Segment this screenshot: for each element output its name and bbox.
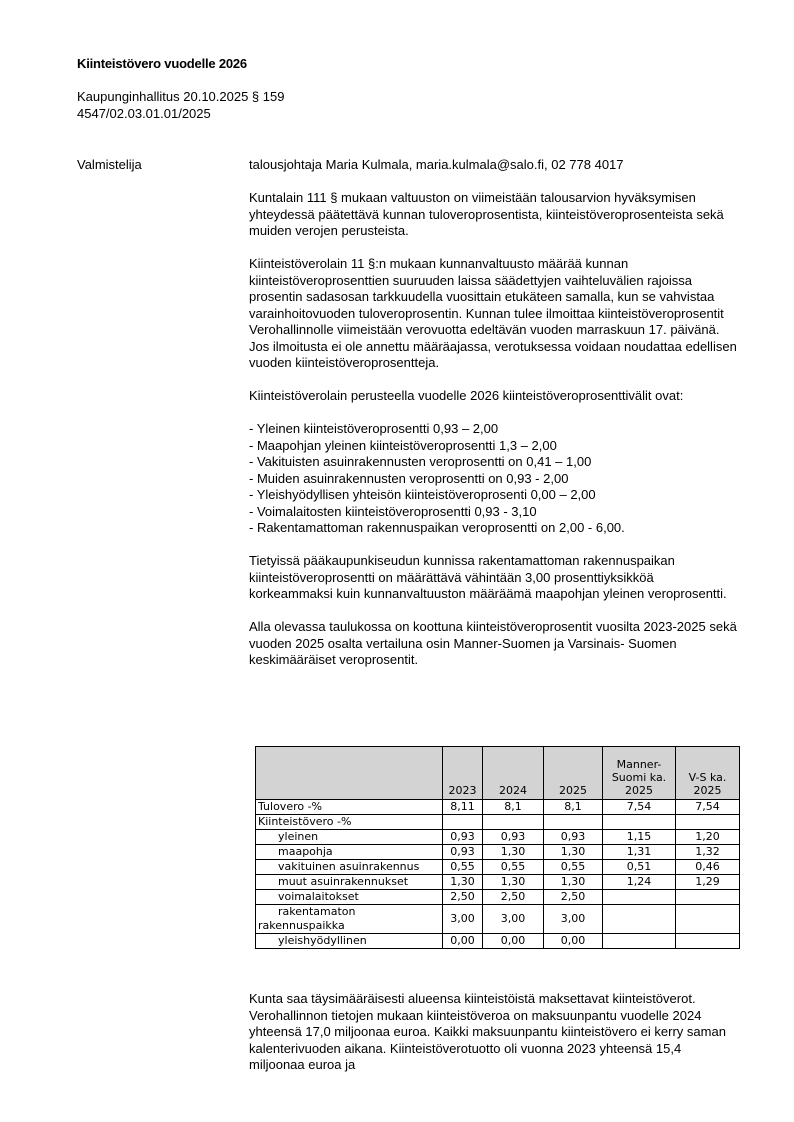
value-cell: 2,50 [443, 890, 483, 905]
list-item: - Yleinen kiinteistöveroprosentti 0,93 – 2,00 [249, 421, 499, 436]
value-cell: 0,55 [483, 860, 544, 875]
value-cell: 1,30 [544, 875, 603, 890]
list-item: - Yleishyödyllisen yhteisön kiinteistöveroprosenti 0,00 – 2,00 [249, 487, 596, 502]
value-cell: 0,46 [676, 860, 740, 875]
table-row [256, 845, 740, 860]
row-label: rakentamaton rakennuspaikka [256, 905, 443, 934]
value-cell: 1,20 [676, 830, 740, 845]
value-cell: 0,55 [443, 860, 483, 875]
value-cell: 1,29 [676, 875, 740, 890]
row-label: Kiinteistövero -% [256, 815, 443, 830]
list-item: - Voimalaitosten kiinteistöveroprosentti 0,93 - 3,10 [249, 503, 537, 519]
paragraph: Kiinteistöverolain 11 §:n mukaan kunnanvaltuusto määrää kunnan kiinteistöveroprosenttien suuruuden laissa säädettyjen vaihteluvälien rajoissa prosentin sadasosan tarkkuudella vuosittain etukäteen samalla, kun se vahvistaa varainhoitovuoden tuloveroprosentin. Kunnan tulee ilmoittaa kiinteistöveroprosentit Verohallinnolle viimeistään verovuotta edeltävän vuoden marraskuun 17. päivänä. Jos ilmoitusta ei ole annettu määräajassa, verotuksessa voidaan noudattaa edellisen vuoden kiinteistöveroprosentteja. [249, 256, 737, 370]
value-cell: 1,24 [603, 875, 676, 890]
table-row [256, 830, 740, 845]
value-cell: 0,93 [544, 830, 603, 845]
header-cell: V-S ka. 2025 [676, 747, 740, 800]
meeting-line: Kaupunginhallitus 20.10.2025 § 159 [77, 89, 285, 104]
paragraph: Tietyissä pääkaupunkiseudun kunnissa rakentamattoman rakennuspaikan kiinteistöveroprosentti on määrättävä vähintään 3,00 prosenttiyksikköä korkeammaksi kuin kunnanvaltuuston määräämä maapohjan yleinen veroprosentti. [249, 553, 727, 601]
table-row [256, 875, 740, 890]
record-id: 4547/02.03.01.01/2025 [77, 105, 211, 121]
value-cell: 3,00 [443, 905, 483, 934]
row-label: muut asuinrakennukset [256, 875, 443, 890]
table-row [256, 934, 740, 949]
table-row [256, 890, 740, 905]
bottom-text [249, 991, 739, 1074]
tax-range-list [249, 421, 739, 537]
value-cell [603, 905, 676, 934]
row-label: maapohja [256, 845, 443, 860]
value-cell: 1,30 [443, 875, 483, 890]
value-cell [676, 934, 740, 949]
value-cell: 0,51 [603, 860, 676, 875]
value-cell: 0,93 [443, 830, 483, 845]
value-cell: 1,30 [483, 875, 544, 890]
header-cell: 2024 [483, 747, 544, 800]
value-cell [443, 815, 483, 830]
value-cell: 0,55 [544, 860, 603, 875]
value-cell [603, 890, 676, 905]
header-cell: 2023 [443, 747, 483, 800]
value-cell: 3,00 [544, 905, 603, 934]
paragraph: Alla olevassa taulukossa on koottuna kiinteistöveroprosentit vuosilta 2023-2025 sekä vuoden 2025 osalta vertailuna osin Manner-Suomen ja Varsinais- Suomen keskimääräiset veroprosentit. [249, 619, 737, 667]
paragraph: Kuntalain 111 § mukaan valtuuston on viimeistään talousarvion hyväksymisen yhteydessä päätettävä kunnan tuloveroprosentista, kiinteistöveroprosenteista sekä muiden verojen perusteista. [249, 190, 724, 238]
value-cell [603, 934, 676, 949]
preparer-info: talousjohtaja Maria Kulmala, maria.kulmala@salo.fi, 02 778 4017 [249, 157, 624, 172]
value-cell: 8,1 [483, 800, 544, 815]
row-label: voimalaitokset [256, 890, 443, 905]
list-item: - Rakentamattoman rakennuspaikan veroprosentti on 2,00 - 6,00. [249, 520, 625, 535]
value-cell: 0,00 [483, 934, 544, 949]
row-label: yleishyödyllinen [256, 934, 443, 949]
table-row [256, 815, 740, 830]
value-cell: 2,50 [483, 890, 544, 905]
value-cell: 1,30 [544, 845, 603, 860]
row-label: vakituinen asuinrakennus [256, 860, 443, 875]
value-cell [544, 815, 603, 830]
value-cell: 8,11 [443, 800, 483, 815]
value-cell [603, 815, 676, 830]
value-cell: 1,32 [676, 845, 740, 860]
table-header-row [256, 747, 740, 800]
preparer-label: Valmistelija [77, 157, 142, 172]
list-item: - Vakituisten asuinrakennusten veroprosentti on 0,41 – 1,00 [249, 454, 592, 469]
value-cell: 1,31 [603, 845, 676, 860]
row-label: Tulovero -% [256, 800, 443, 815]
value-cell: 7,54 [603, 800, 676, 815]
body-text [249, 157, 739, 685]
value-cell: 1,30 [483, 845, 544, 860]
table-row [256, 860, 740, 875]
row-label: yleinen [256, 830, 443, 845]
value-cell: 7,54 [676, 800, 740, 815]
header-cell: 2025 [544, 747, 603, 800]
value-cell: 1,15 [603, 830, 676, 845]
value-cell [676, 890, 740, 905]
paragraph: Kunta saa täysimääräisesti alueensa kiinteistöistä maksettavat kiinteistöverot. Verohallinnon tietojen mukaan kiinteistöveroa on maksuunpantu vuodelle 2024 yhteensä 17,0 miljoonaa euroa. Kaikki maksuunpantu kiinteistövero ei kerry saman kalenterivuoden aikana. Kiinteistöverotuotto oli vuonna 2023 yhteensä 15,4 miljoonaa euroa ja [249, 991, 726, 1072]
table-body [256, 800, 740, 949]
table-row [256, 905, 740, 934]
value-cell: 8,1 [544, 800, 603, 815]
value-cell: 3,00 [483, 905, 544, 934]
list-item: - Maapohjan yleinen kiinteistöveroprosentti 1,3 – 2,00 [249, 437, 557, 453]
document-title: Kiinteistövero vuodelle 2026 [77, 56, 247, 71]
value-cell: 0,00 [443, 934, 483, 949]
tax-rate-table [255, 746, 740, 949]
value-cell: 2,50 [544, 890, 603, 905]
table-row [256, 800, 740, 815]
list-item: - Muiden asuinrakennusten veroprosentti on 0,93 - 2,00 [249, 470, 569, 486]
paragraph: Kiinteistöverolain perusteella vuodelle 2026 kiinteistöveroprosenttivälit ovat: [249, 388, 684, 403]
value-cell [676, 815, 740, 830]
value-cell: 0,93 [443, 845, 483, 860]
value-cell: 0,00 [544, 934, 603, 949]
value-cell [676, 905, 740, 934]
header-cell [256, 747, 443, 800]
value-cell [483, 815, 544, 830]
value-cell: 0,93 [483, 830, 544, 845]
header-cell: Manner-Suomi ka. 2025 [603, 747, 676, 800]
meeting-info [77, 89, 284, 122]
